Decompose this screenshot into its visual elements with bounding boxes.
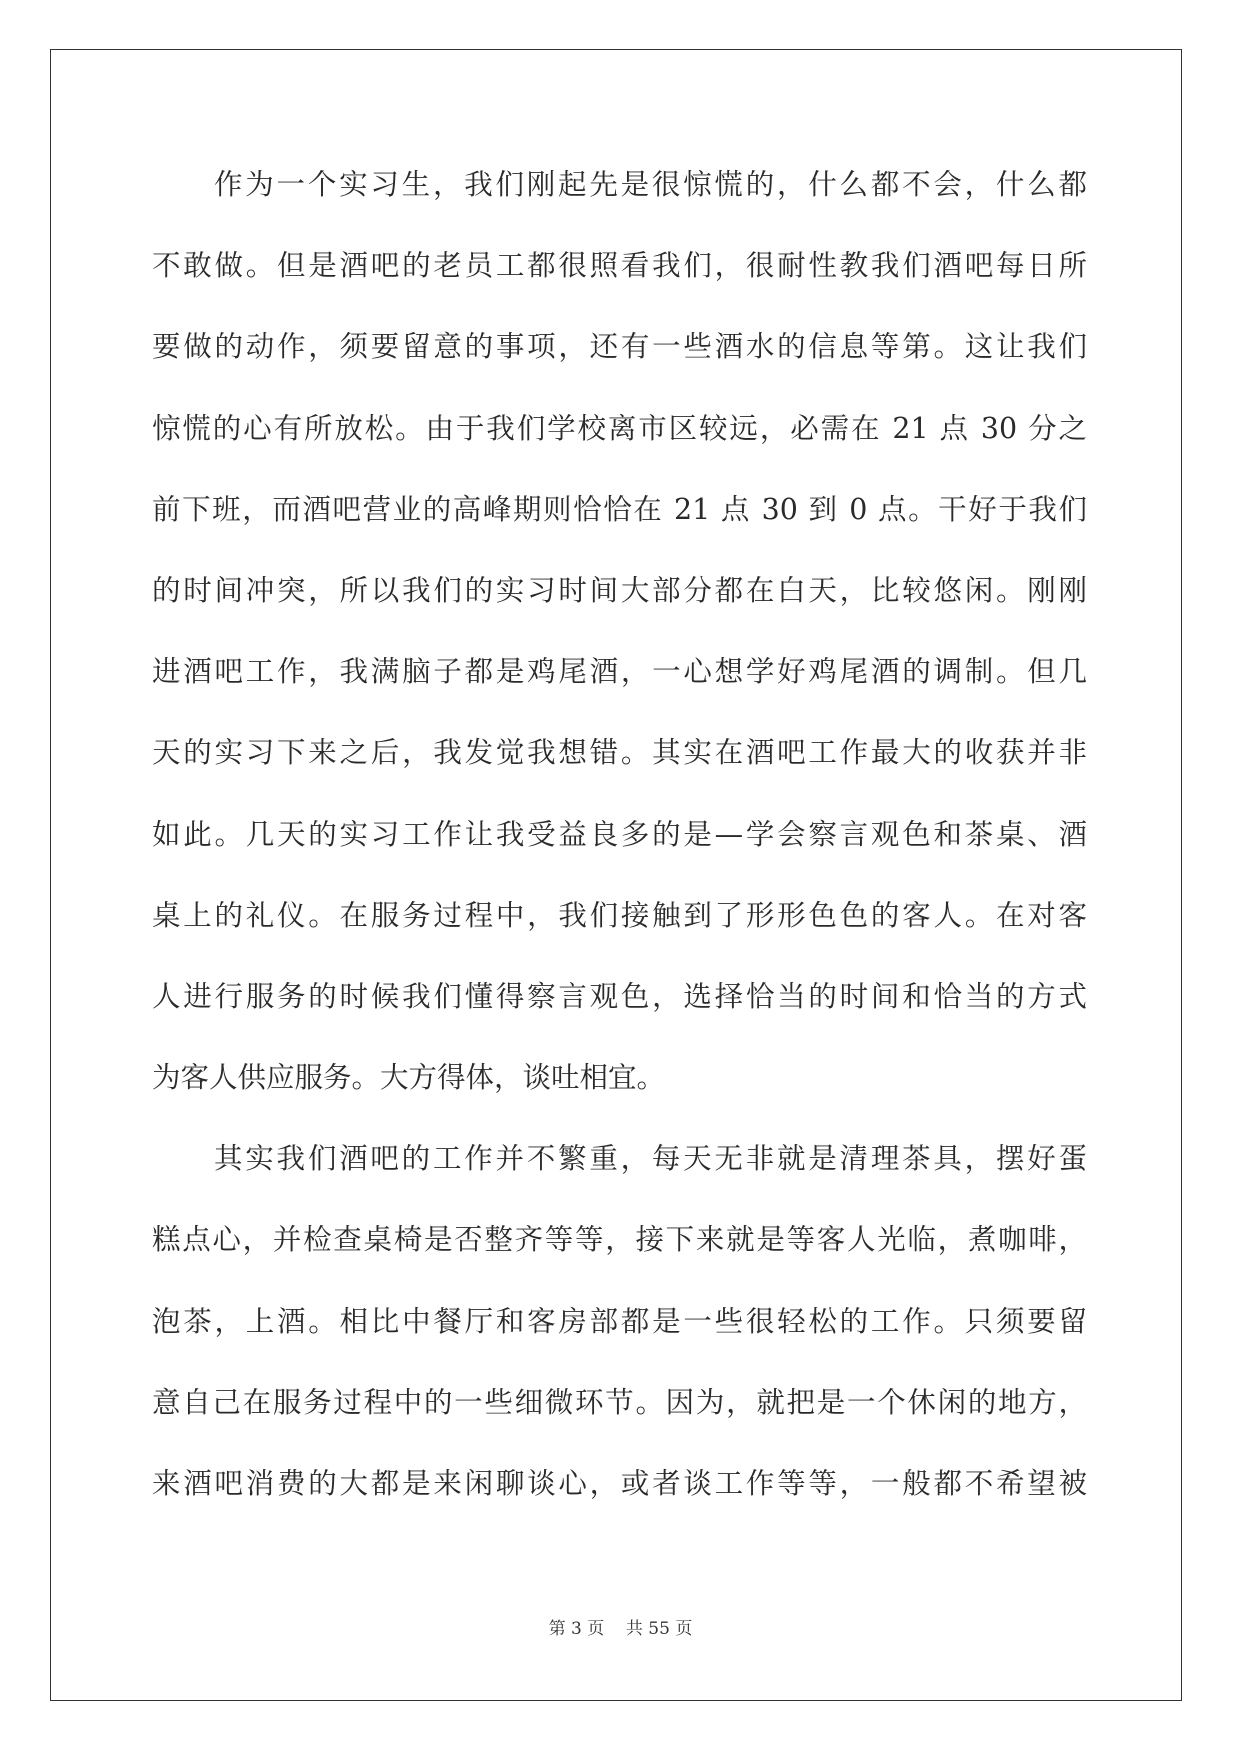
text-line: 泡茶，上酒。相比中餐厅和客房部都是一些很轻松的工作。只须要留 bbox=[152, 1304, 1087, 1338]
text-line: 其实我们酒吧的工作并不繁重，每天无非就是清理茶具，摆好蛋 bbox=[214, 1142, 1087, 1176]
text-line: 如此。几天的实习工作让我受益良多的是—学会察言观色和茶桌、酒 bbox=[152, 817, 1087, 851]
text-line: 意自己在服务过程中的一些细微环节。因为，就把是一个休闲的地方， bbox=[152, 1385, 1087, 1419]
text-line: 前下班，而酒吧营业的高峰期则恰恰在 21 点 30 到 0 点。干好于我们 bbox=[152, 492, 1087, 526]
text-line: 天的实习下来之后，我发觉我想错。其实在酒吧工作最大的收获并非 bbox=[152, 736, 1087, 770]
text-line: 糕点心，并检查桌椅是否整齐等等，接下来就是等客人光临，煮咖啡， bbox=[152, 1223, 1087, 1257]
text-line: 的时间冲突，所以我们的实习时间大部分都在白天，比较悠闲。刚刚 bbox=[152, 573, 1087, 607]
text-line: 作为一个实习生，我们刚起先是很惊慌的，什么都不会，什么都 bbox=[214, 168, 1087, 201]
text-line: 人进行服务的时候我们懂得察言观色，选择恰当的时间和恰当的方式 bbox=[152, 979, 1087, 1013]
text-line: 来酒吧消费的大都是来闲聊谈心，或者谈工作等等，一般都不希望被 bbox=[152, 1467, 1087, 1500]
text-line: 桌上的礼仪。在服务过程中，我们接触到了形形色色的客人。在对客 bbox=[152, 898, 1087, 932]
text-line: 要做的动作，须要留意的事项，还有一些酒水的信息等第。这让我们 bbox=[152, 330, 1087, 364]
text-line: 不敢做。但是酒吧的老员工都很照看我们，很耐性教我们酒吧每日所 bbox=[152, 249, 1087, 283]
text-line: 惊慌的心有所放松。由于我们学校离市区较远，必需在 21 点 30 分之 bbox=[152, 411, 1087, 445]
text-line: 为客人供应服务。大方得体，谈吐相宜。 bbox=[152, 1061, 666, 1095]
paragraph-2 bbox=[152, 1137, 1087, 1543]
text-line: 进酒吧工作，我满脑子都是鸡尾酒，一心想学好鸡尾酒的调制。但几 bbox=[152, 655, 1087, 689]
paragraph-1 bbox=[152, 163, 1087, 1137]
page-number-footer: 第 3 页 共 55 页 bbox=[548, 1619, 693, 1639]
document-body bbox=[152, 163, 1087, 1543]
